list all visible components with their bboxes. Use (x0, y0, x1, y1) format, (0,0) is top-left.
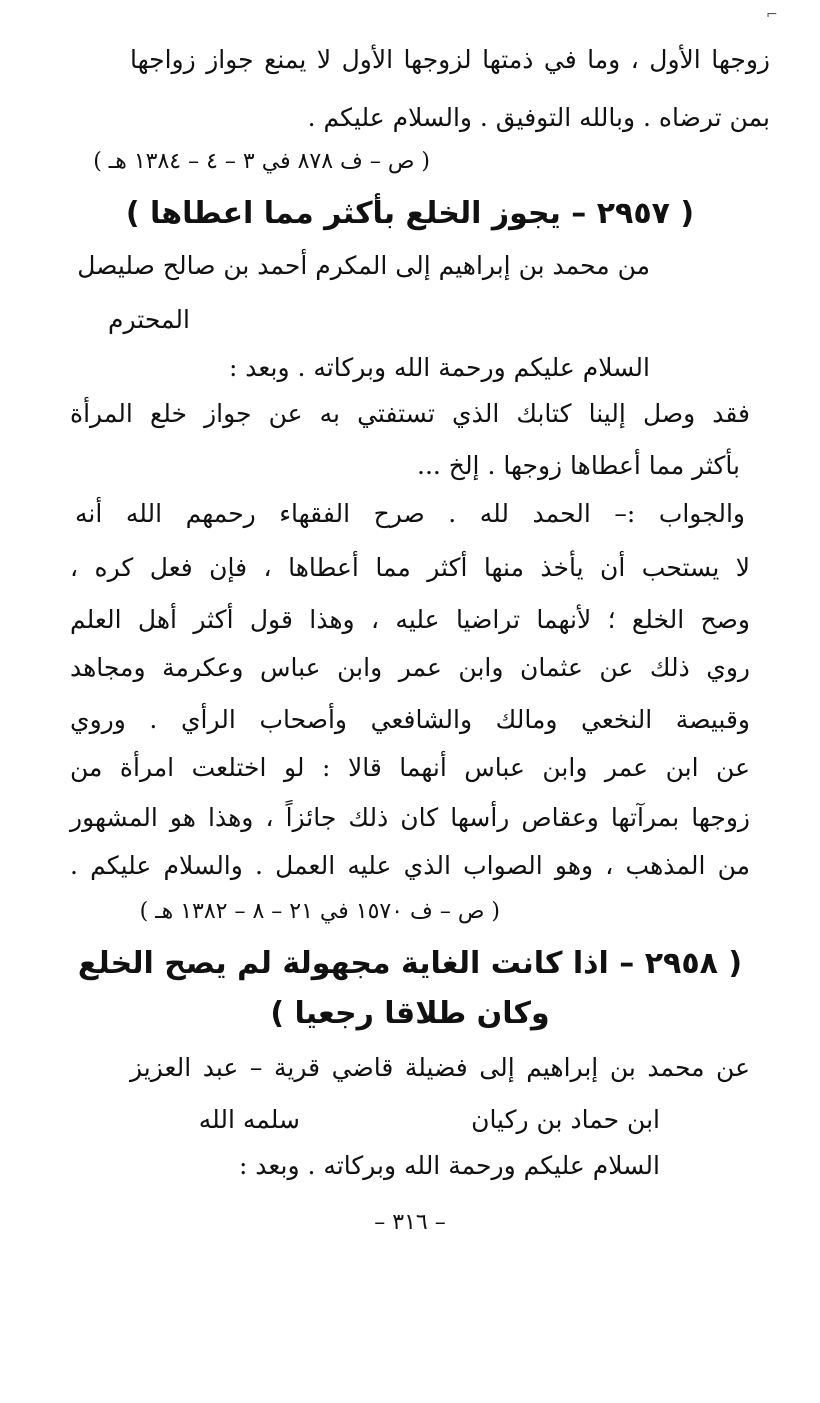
fatwa-2957-answer-line: والجواب :– الحمد لله . صرح الفقهاء رحمهم الله أنه (75, 499, 745, 528)
fatwa-2957-greeting: السلام عليكم ورحمة الله وبركاته . وبعد : (228, 353, 650, 382)
fatwa-2957-reference: ( ص – ف ١٥٧٠ في ٢١ – ٨ – ١٣٨٢ هـ ) (139, 899, 500, 924)
fatwa-2957-answer-line: وصح الخلع ؛ لأنهما تراضيا عليه ، وهذا قول أكثر أهل العلم (70, 605, 750, 634)
fatwa-2958-greeting: السلام عليكم ورحمة الله وبركاته . وبعد : (238, 1151, 660, 1180)
fatwa-2957-answer-line: وقبيصة النخعي ومالك والشافعي وأصحاب الرأي . وروي (70, 705, 750, 734)
fatwa-2957-title: ( ٢٩٥٧ – يجوز الخلع بأكثر مما اعطاها ) (125, 196, 695, 231)
intro-line-1: زوجها الأول ، وما في ذمتها لزوجها الأول لا يمنع جواز زواجها (130, 45, 770, 74)
page-number: – ٣١٦ – (374, 1210, 446, 1235)
fatwa-2958-title-line-2: وكان طلاقا رجعيا ) (270, 996, 550, 1031)
fatwa-2957-answer-line: روي ذلك عن عثمان وابن عمر وابن عباس وعكرمة ومجاهد (70, 653, 750, 682)
fatwa-2957-address-line-1: من محمد بن إبراهيم إلى المكرم أحمد بن صالح صليصل (77, 251, 650, 280)
fatwa-2958-address-line-2: ابن حماد بن ركيان (471, 1105, 660, 1134)
fatwa-2957-question-line-1: فقد وصل إلينا كتابك الذي تستفتي به عن جواز خلع المرأة (70, 399, 750, 428)
fatwa-2957-question-line-2: بأكثر مما أعطاها زوجها . إلخ ... (417, 451, 740, 480)
intro-line-2: بمن ترضاه . وبالله التوفيق . والسلام عليكم . (307, 103, 770, 132)
fatwa-2958-address-salutation: سلمه الله (198, 1105, 300, 1134)
fatwa-2957-address-line-2: المحترم (108, 305, 190, 334)
intro-reference: ( ص – ف ٨٧٨ في ٣ – ٤ – ١٣٨٤ هـ ) (93, 149, 430, 174)
fatwa-2957-answer-line: زوجها بمرآتها وعقاص رأسها كان ذلك جائزاً ، وهذا هو المشهور (70, 803, 750, 832)
scan-mark: ⌐ (766, 7, 778, 23)
fatwa-2957-answer-line: من المذهب ، وهو الصواب الذي عليه العمل . والسلام عليكم . (70, 851, 750, 880)
fatwa-2957-answer-line: عن ابن عمر وابن عباس أنهما قالا : لو اختلعت امرأة من (70, 753, 750, 782)
fatwa-2957-answer-line: لا يستحب أن يأخذ منها أكثر مما أعطاها ، فإن فعل كره ، (70, 553, 750, 582)
fatwa-2958-address-line-1: عن محمد بن إبراهيم إلى فضيلة قاضي قرية – عبد العزيز (130, 1053, 750, 1082)
fatwa-2958-title-line-1: ( ٢٩٥٨ – اذا كانت الغاية مجهولة لم يصح الخلع (77, 946, 743, 981)
